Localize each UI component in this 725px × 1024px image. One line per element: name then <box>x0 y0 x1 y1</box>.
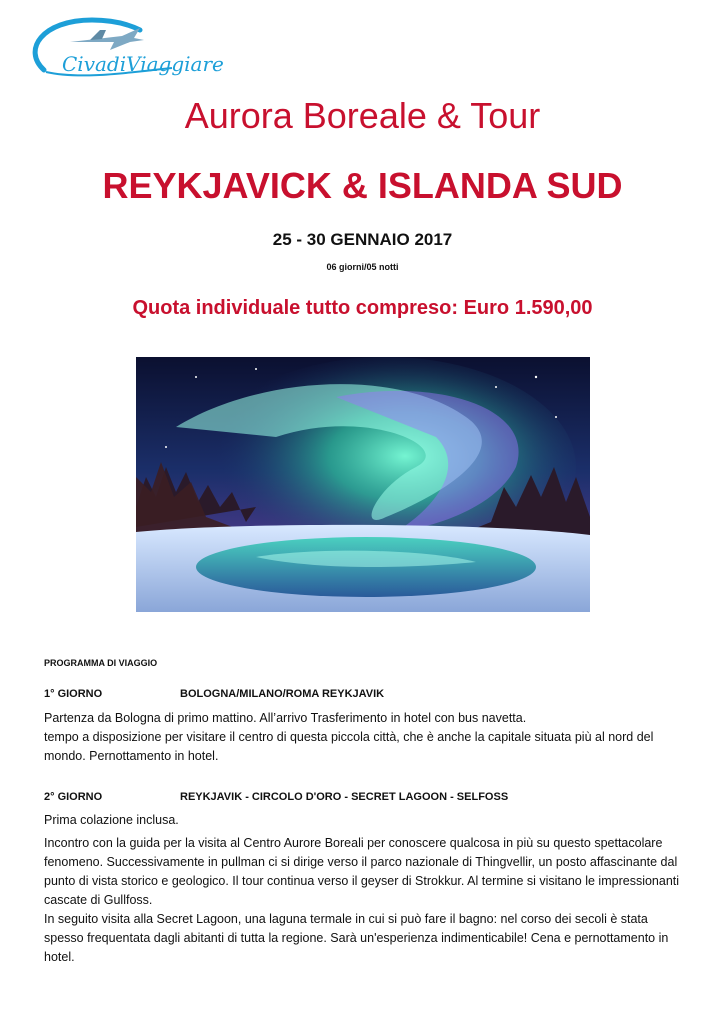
day-1-label: 1° GIORNO <box>44 688 103 700</box>
page-title: Aurora Boreale & Tour <box>184 95 541 136</box>
day-1-line: tempo a disposizione per visitare il centro di questa piccola città, che è anche la capitale situata più al nord del mondo. Pernottamento in hotel. <box>44 730 654 763</box>
company-logo <box>22 10 222 82</box>
day-1-header <box>44 688 384 700</box>
day-2-route: REYKJAVIK - CIRCOLO D'ORO - SECRET LAGOON - SELFOSS <box>180 791 509 803</box>
day-2-line: Prima colazione inclusa. <box>44 813 179 827</box>
price-line: Quota individuale tutto compreso: Euro 1.590,00 <box>132 297 593 319</box>
day-2-description <box>44 811 684 967</box>
day-1-line: Partenza da Bologna di primo mattino. All’arrivo Trasferimento in hotel con bus navetta. <box>44 711 527 725</box>
page-subtitle: REYKJAVICK & ISLANDA SUD <box>102 165 623 206</box>
day-2-label: 2° GIORNO <box>44 791 103 803</box>
day-2-line: Incontro con la guida per la visita al Centro Aurore Boreali per conoscere qualcosa in più su questo spettacolare fenomeno. Successivamente in pullman ci si dirige verso il parco nazionale di Thingvellir, un posto affascinante dal punto di vista storico e geologico. Il tour continua verso il geyser di Strokkur. Al termine si visitano le impressionanti cascate di Gullfoss. <box>44 836 680 907</box>
day-2-header <box>44 791 508 803</box>
travel-dates: 25 - 30 GENNAIO 2017 <box>272 230 453 249</box>
program-heading: PROGRAMMA DI VIAGGIO <box>44 658 158 668</box>
day-2-line: In seguito visita alla Secret Lagoon, una laguna termale in cui si può fare il bagno: nel corso dei secoli è stata spesso frequentata dagli abitanti di tutta la regione. Sarà un'esperienza indimenticabile! Cena e pernottamento in hotel. <box>44 912 669 964</box>
day-1-route: BOLOGNA/MILANO/ROMA REYKJAVIK <box>180 688 385 700</box>
aurora-photo <box>136 357 590 612</box>
logo-text: CivadiViaggiare <box>62 52 224 76</box>
day-1-description <box>44 709 684 766</box>
trip-duration: 06 giorni/05 notti <box>326 262 399 272</box>
